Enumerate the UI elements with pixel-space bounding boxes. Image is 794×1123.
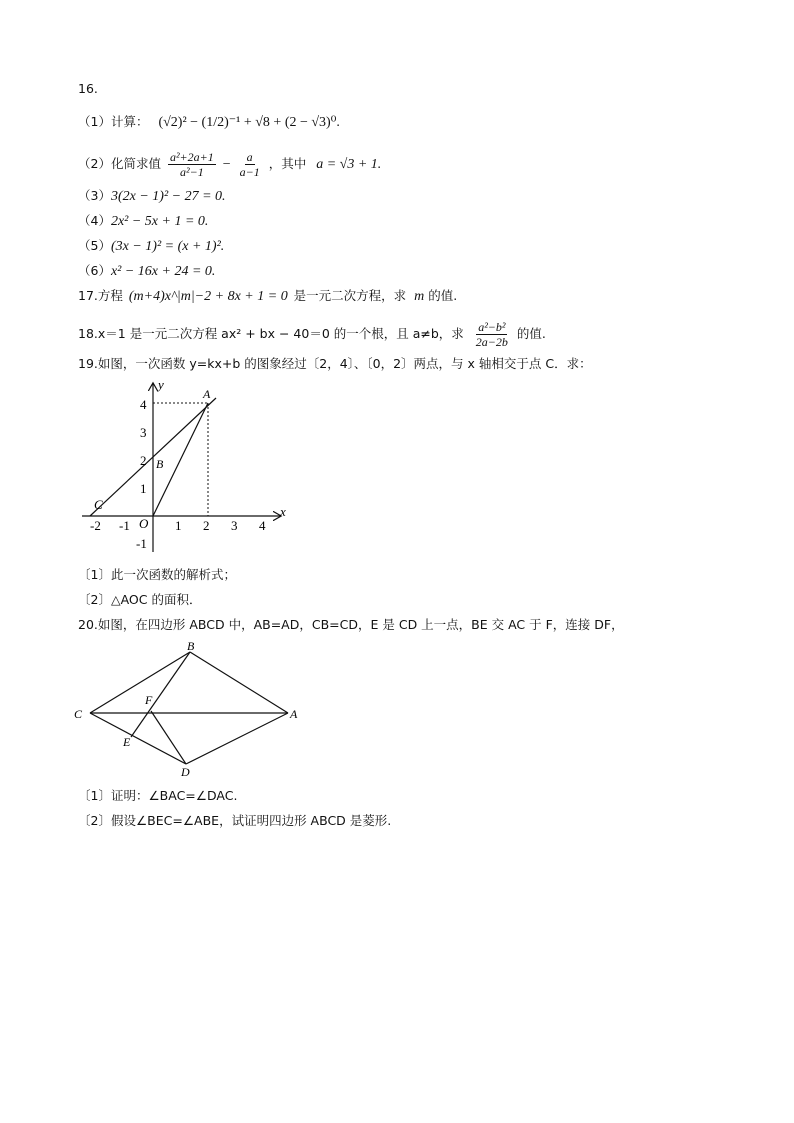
point-A-label: A xyxy=(203,387,211,401)
x-tick-neg2: -2 xyxy=(90,518,101,533)
y-axis-label: y xyxy=(158,378,164,392)
q18-end: 的值. xyxy=(516,326,546,341)
q18-num: a²−b² xyxy=(478,320,506,334)
point-F-label: F xyxy=(145,693,153,707)
point-B-label: B xyxy=(156,457,164,471)
x-tick-3: 3 xyxy=(231,518,238,533)
y-tick-3: 3 xyxy=(140,425,147,440)
vertex-A-label: A xyxy=(290,707,298,721)
q16-part2-den1: a²−1 xyxy=(180,165,204,179)
q16-part5 xyxy=(78,237,224,256)
q20-text: 20.如图，在四边形 ABCD 中，AB=AD，CB=CD，E 是 CD 上一点，BE 交 AC 于 F，连接 DF， xyxy=(78,617,624,632)
q17-var: m xyxy=(414,289,425,304)
q16-part6 xyxy=(78,262,215,281)
point-E-label: E xyxy=(123,735,131,749)
q16-part2-num1: a²+2a+1 xyxy=(169,150,214,164)
vertex-C-label: C xyxy=(74,707,83,721)
q16-part2-minus: − xyxy=(222,157,231,172)
q17 xyxy=(78,287,457,306)
q16-part2 xyxy=(78,150,381,179)
q16-part2-den2: a−1 xyxy=(239,165,260,179)
q16-part1-end: . xyxy=(336,115,340,130)
q18-fraction xyxy=(474,320,510,349)
x-axis-label: x xyxy=(280,504,286,519)
x-tick-4: 4 xyxy=(259,518,266,533)
q16-part2-fraction1 xyxy=(168,150,216,179)
q16-part4-expr: 2x² − 5x + 1 = 0. xyxy=(110,214,209,229)
q16-part3 xyxy=(78,187,226,206)
q16-part6-label: （6） xyxy=(78,263,111,278)
q18-text: 18.x＝1 是一元二次方程 ax² + bx − 40＝0 的一个根，且 a≠b，求 xyxy=(78,326,464,341)
x-tick-neg1: -1 xyxy=(119,518,130,533)
edge-AD xyxy=(186,713,288,764)
q18 xyxy=(78,320,546,349)
q17-end: 的值. xyxy=(428,288,458,303)
point-C-label: C xyxy=(94,497,103,512)
q19-graph xyxy=(78,378,298,558)
q20-part2: 〔2〕假设∠BEC=∠ABE，试证明四边形 ABCD 是菱形. xyxy=(78,813,392,828)
q16-part2-cond: a = √3 + 1. xyxy=(316,157,382,172)
q19-part1: 〔1〕此一次函数的解析式； xyxy=(78,567,236,582)
q16-number: 16. xyxy=(78,81,98,96)
segment-FD xyxy=(151,711,186,764)
x-tick-1: 1 xyxy=(175,518,182,533)
edge-BA xyxy=(190,652,288,713)
q16-part5-label: （5） xyxy=(78,238,111,253)
q16-part3-label: （3） xyxy=(78,188,111,203)
q16-part5-expr: (3x − 1)² = (x + 1)². xyxy=(110,239,225,254)
segment-BE xyxy=(131,652,190,737)
origin-label: O xyxy=(139,516,149,531)
y-tick-1: 1 xyxy=(140,481,147,496)
q16-part6-expr: x² − 16x + 24 = 0. xyxy=(110,264,216,279)
q19-text: 19.如图，一次函数 y=kx+b 的图象经过〔2，4〕、〔0，2〕两点，与 x 轴相交于点 C．求： xyxy=(78,356,592,371)
q16-part2-label: （2）化简求值 xyxy=(78,156,161,171)
q20-figure xyxy=(70,640,310,780)
q19-part2: 〔2〕△AOC 的面积． xyxy=(78,592,202,607)
q16-part4-label: （4） xyxy=(78,213,111,228)
x-tick-2: 2 xyxy=(203,518,210,533)
vertex-B-label: B xyxy=(187,640,195,653)
y-tick-neg1: -1 xyxy=(136,536,147,551)
q17-expr: (m+4)x^|m|−2 + 8x + 1 = 0 xyxy=(128,289,288,304)
q16-part1 xyxy=(78,113,340,132)
q16-part1-label: （1）计算： xyxy=(78,114,149,129)
q17-mid: 是一元二次方程，求 xyxy=(293,288,407,303)
q16-part3-expr: 3(2x − 1)² − 27 = 0. xyxy=(110,189,226,204)
q16-part1-expr: (√2)² − (1/2)⁻¹ + √8 + (2 − √3)⁰ xyxy=(158,115,337,130)
q16-part2-fraction2 xyxy=(238,150,262,179)
q17-pre: 17.方程 xyxy=(78,288,123,303)
edge-CB xyxy=(90,652,190,713)
vertex-D-label: D xyxy=(181,765,190,779)
q16-part2-mid: ，其中 xyxy=(268,156,307,171)
y-tick-4: 4 xyxy=(140,397,147,412)
q16-part2-num2: a xyxy=(246,150,253,164)
edge-DC xyxy=(90,713,186,764)
q18-den: 2a−2b xyxy=(475,335,508,349)
q20-part1: 〔1〕证明：∠BAC=∠DAC. xyxy=(78,788,238,803)
q16-part4 xyxy=(78,212,208,231)
y-tick-2: 2 xyxy=(140,453,147,468)
